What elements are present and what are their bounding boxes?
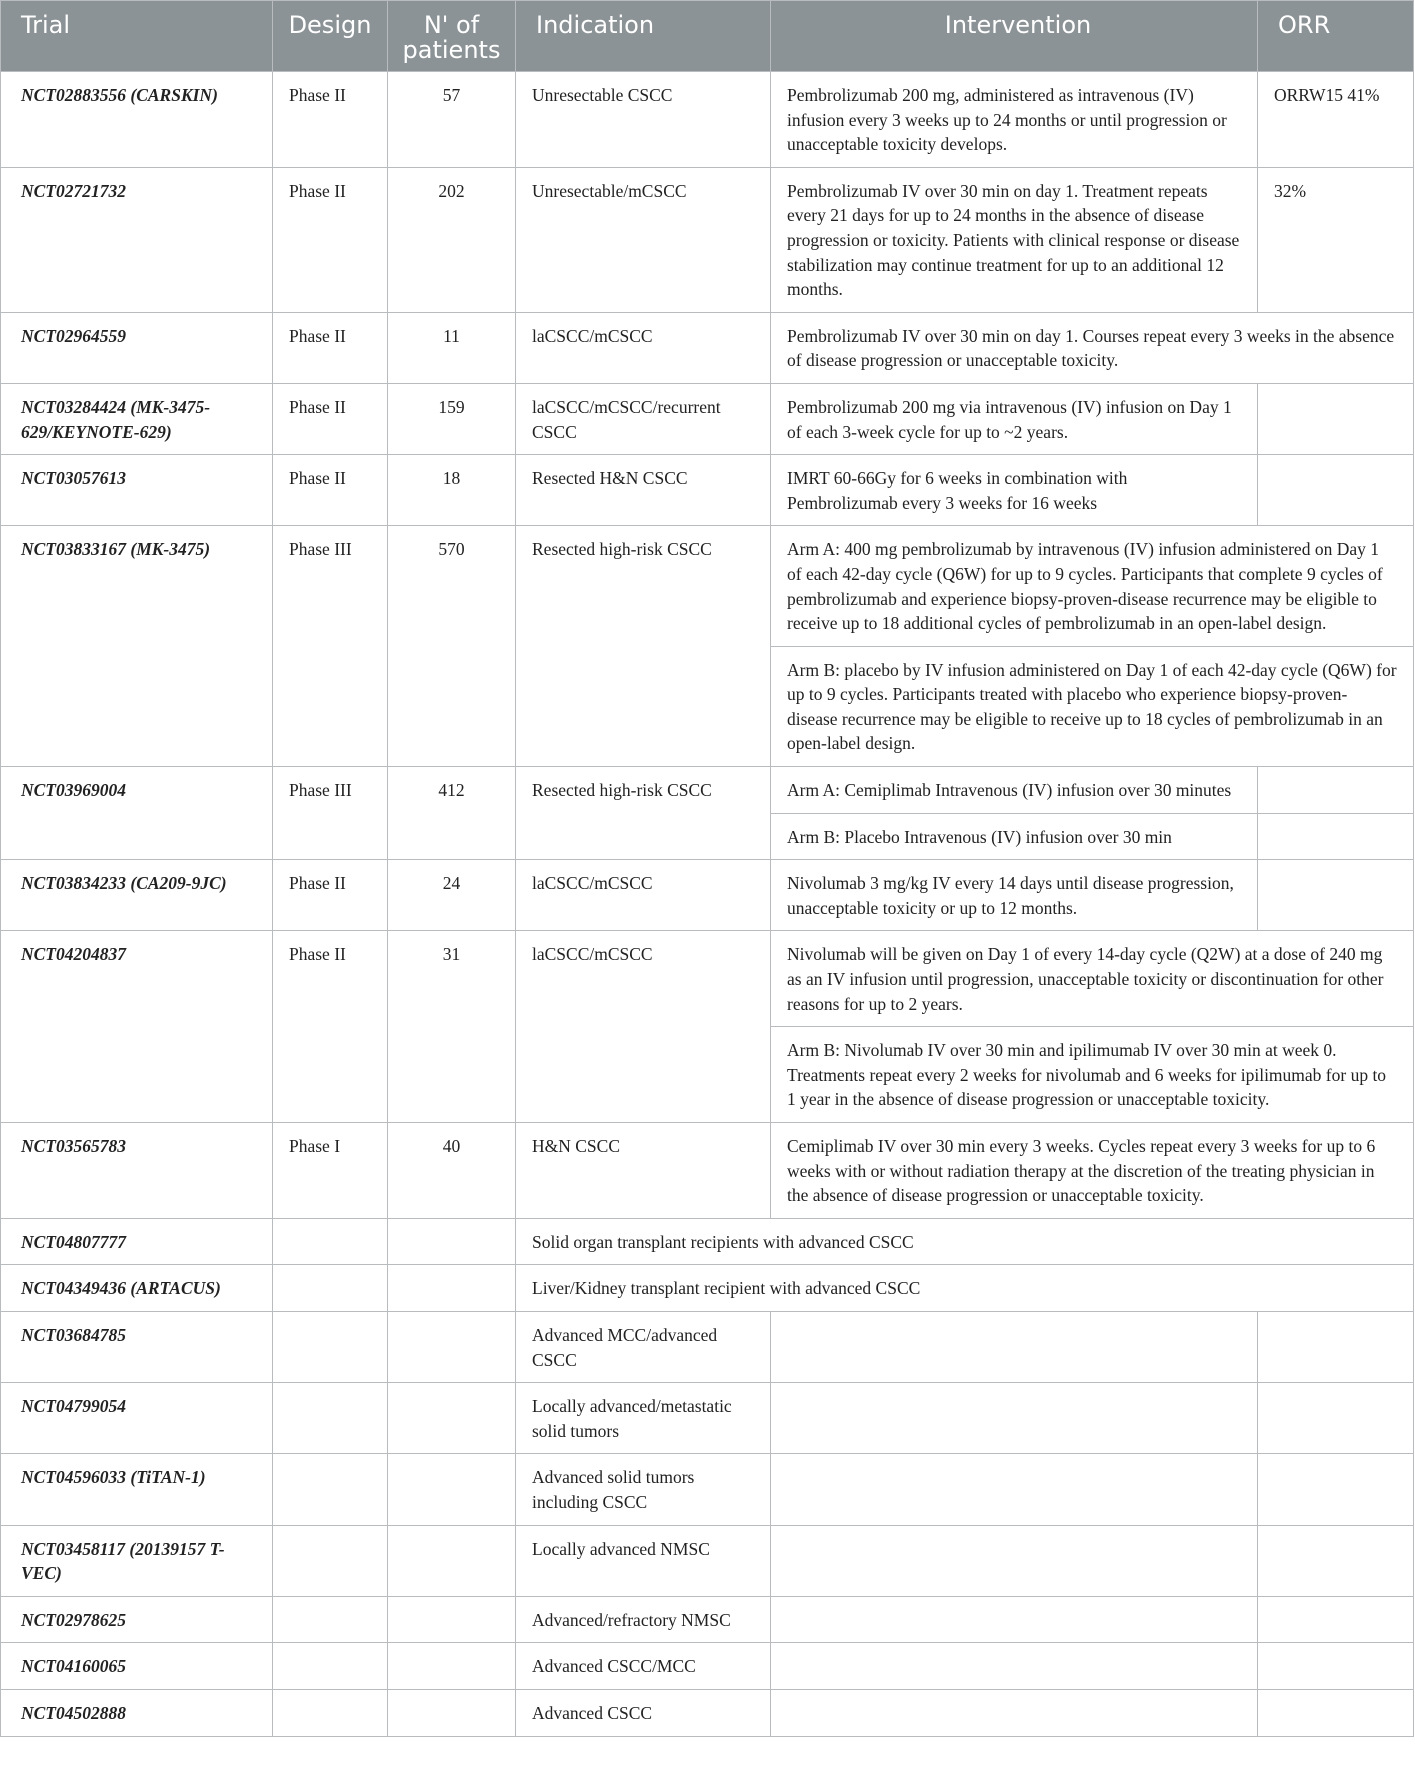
patients-cell	[388, 1311, 516, 1382]
patients-cell	[388, 1525, 516, 1596]
trial-cell: NCT04160065	[1, 1643, 273, 1690]
intervention-cell: Arm B: placebo by IV infusion administered on Day 1 of each 42-day cycle (Q6W) for up to 9 cycles. Participants treated with placebo who experience biopsy-proven-disease recurrence may be eligible to receive up to 18 cycles of pembrolizumab in an open-label design.	[771, 646, 1414, 766]
trial-cell: NCT04349436 (ARTACUS)	[1, 1265, 273, 1312]
indication-cell: laCSCC/mCSCC	[516, 931, 771, 1123]
indication-cell: laCSCC/mCSCC/recurrent CSCC	[516, 383, 771, 454]
orr-cell	[1258, 860, 1414, 931]
indication-cell: Resected H&N CSCC	[516, 455, 771, 526]
table-row	[1, 1123, 1414, 1219]
design-cell: Phase II	[273, 72, 388, 168]
intervention-cell	[771, 1454, 1258, 1525]
orr-cell	[1258, 1525, 1414, 1596]
design-cell	[273, 1643, 388, 1690]
table-row	[1, 526, 1414, 646]
trial-cell: NCT02721732	[1, 167, 273, 312]
header-trial: Trial	[1, 1, 273, 72]
design-cell	[273, 1383, 388, 1454]
indication-cell: Resected high-risk CSCC	[516, 767, 771, 860]
table-row	[1, 931, 1414, 1027]
indication-cell: Solid organ transplant recipients with advanced CSCC	[516, 1218, 1414, 1265]
patients-cell: 57	[388, 72, 516, 168]
trial-cell: NCT03458117 (20139157 T-VEC)	[1, 1525, 273, 1596]
orr-cell	[1258, 1643, 1414, 1690]
table-row	[1, 1596, 1414, 1643]
orr-cell	[1258, 1311, 1414, 1382]
design-cell: Phase II	[273, 167, 388, 312]
patients-cell: 11	[388, 312, 516, 383]
table-row	[1, 1525, 1414, 1596]
indication-cell: Advanced CSCC/MCC	[516, 1643, 771, 1690]
orr-cell: 32%	[1258, 167, 1414, 312]
table-row	[1, 1311, 1414, 1382]
orr-cell	[1258, 455, 1414, 526]
patients-cell: 159	[388, 383, 516, 454]
trial-cell: NCT03057613	[1, 455, 273, 526]
indication-cell: Advanced CSCC	[516, 1689, 771, 1736]
design-cell	[273, 1454, 388, 1525]
table-row	[1, 312, 1414, 383]
table-row	[1, 1265, 1414, 1312]
intervention-cell: Nivolumab will be given on Day 1 of every 14-day cycle (Q2W) at a dose of 240 mg as an IV infusion until progression, unacceptable toxicity or discontinuation for other reasons for up to 2 years.	[771, 931, 1414, 1027]
header-patients: N' of patients	[388, 1, 516, 72]
intervention-cell: Cemiplimab IV over 30 min every 3 weeks. Cycles repeat every 3 weeks for up to 6 weeks with or without radiation therapy at the discretion of the treating physician in the absence of disease progression or unacceptable toxicity.	[771, 1123, 1414, 1219]
indication-cell: laCSCC/mCSCC	[516, 312, 771, 383]
intervention-cell: Nivolumab 3 mg/kg IV every 14 days until disease progression, unacceptable toxicity or up to 12 months.	[771, 860, 1258, 931]
intervention-cell: Pembrolizumab IV over 30 min on day 1. Courses repeat every 3 weeks in the absence of disease progression or unacceptable toxicity.	[771, 312, 1414, 383]
trial-cell: NCT02978625	[1, 1596, 273, 1643]
intervention-cell: Pembrolizumab 200 mg via intravenous (IV) infusion on Day 1 of each 3-week cycle for up to ~2 years.	[771, 383, 1258, 454]
table-row	[1, 455, 1414, 526]
design-cell: Phase III	[273, 767, 388, 860]
design-cell: Phase II	[273, 383, 388, 454]
patients-cell	[388, 1454, 516, 1525]
intervention-cell	[771, 1643, 1258, 1690]
table-row	[1, 1643, 1414, 1690]
patients-cell: 31	[388, 931, 516, 1123]
orr-cell	[1258, 767, 1414, 814]
indication-cell: Unresectable CSCC	[516, 72, 771, 168]
table-row	[1, 767, 1414, 814]
intervention-cell: Arm A: Cemiplimab Intravenous (IV) infusion over 30 minutes	[771, 767, 1258, 814]
design-cell	[273, 1689, 388, 1736]
header-intervention: Intervention	[771, 1, 1258, 72]
intervention-cell: Pembrolizumab 200 mg, administered as intravenous (IV) infusion every 3 weeks up to 24 months or until progression or unacceptable toxicity develops.	[771, 72, 1258, 168]
intervention-cell: Pembrolizumab IV over 30 min on day 1. Treatment repeats every 21 days for up to 24 months in the absence of disease progression or toxicity. Patients with clinical response or disease stabilization may continue treatment for up to an additional 12 months.	[771, 167, 1258, 312]
indication-cell: Locally advanced NMSC	[516, 1525, 771, 1596]
table-row	[1, 167, 1414, 312]
design-cell: Phase II	[273, 931, 388, 1123]
intervention-cell	[771, 1596, 1258, 1643]
intervention-cell	[771, 1525, 1258, 1596]
patients-cell: 18	[388, 455, 516, 526]
intervention-cell: Arm B: Nivolumab IV over 30 min and ipilimumab IV over 30 min at week 0. Treatments repeat every 2 weeks for nivolumab and 6 weeks for ipilimumab for up to 1 year in the absence of disease progression or unacceptable toxicity.	[771, 1027, 1414, 1123]
table-row	[1, 1454, 1414, 1525]
patients-cell: 24	[388, 860, 516, 931]
orr-cell	[1258, 813, 1414, 860]
intervention-cell: IMRT 60-66Gy for 6 weeks in combination with Pembrolizumab every 3 weeks for 16 weeks	[771, 455, 1258, 526]
intervention-cell: Arm B: Placebo Intravenous (IV) infusion over 30 min	[771, 813, 1258, 860]
intervention-cell	[771, 1311, 1258, 1382]
indication-cell: laCSCC/mCSCC	[516, 860, 771, 931]
trial-cell: NCT02883556 (CARSKIN)	[1, 72, 273, 168]
trial-cell: NCT03284424 (MK-3475-629/KEYNOTE-629)	[1, 383, 273, 454]
design-cell: Phase II	[273, 860, 388, 931]
table-row	[1, 72, 1414, 168]
trial-cell: NCT02964559	[1, 312, 273, 383]
patients-cell	[388, 1218, 516, 1265]
table-row	[1, 860, 1414, 931]
header-design: Design	[273, 1, 388, 72]
intervention-cell	[771, 1383, 1258, 1454]
design-cell: Phase II	[273, 455, 388, 526]
design-cell: Phase I	[273, 1123, 388, 1219]
indication-cell: Advanced/refractory NMSC	[516, 1596, 771, 1643]
table-row	[1, 1383, 1414, 1454]
orr-cell	[1258, 1689, 1414, 1736]
indication-cell: Liver/Kidney transplant recipient with advanced CSCC	[516, 1265, 1414, 1312]
patients-cell	[388, 1265, 516, 1312]
design-cell	[273, 1218, 388, 1265]
trial-cell: NCT03684785	[1, 1311, 273, 1382]
patients-cell: 412	[388, 767, 516, 860]
indication-cell: Resected high-risk CSCC	[516, 526, 771, 767]
trial-cell: NCT04807777	[1, 1218, 273, 1265]
indication-cell: Locally advanced/metastatic solid tumors	[516, 1383, 771, 1454]
trial-cell: NCT04596033 (TiTAN-1)	[1, 1454, 273, 1525]
table-row	[1, 383, 1414, 454]
table-row	[1, 1218, 1414, 1265]
design-cell	[273, 1265, 388, 1312]
patients-cell: 202	[388, 167, 516, 312]
trial-cell: NCT03565783	[1, 1123, 273, 1219]
indication-cell: Unresectable/mCSCC	[516, 167, 771, 312]
patients-cell: 40	[388, 1123, 516, 1219]
header-orr: ORR	[1258, 1, 1414, 72]
header-indication: Indication	[516, 1, 771, 72]
patients-cell	[388, 1596, 516, 1643]
design-cell: Phase III	[273, 526, 388, 767]
design-cell	[273, 1311, 388, 1382]
patients-cell	[388, 1689, 516, 1736]
patients-cell	[388, 1643, 516, 1690]
trial-cell: NCT04502888	[1, 1689, 273, 1736]
trial-cell: NCT04204837	[1, 931, 273, 1123]
intervention-cell: Arm A: 400 mg pembrolizumab by intravenous (IV) infusion administered on Day 1 of each 42-day cycle (Q6W) for up to 9 cycles. Participants that complete 9 cycles of pembrolizumab and experience biopsy-proven-disease recurrence may be eligible to receive up to 18 additional cycles of pembrolizumab in an open-label design.	[771, 526, 1414, 646]
indication-cell: Advanced solid tumors including CSCC	[516, 1454, 771, 1525]
orr-cell: ORRW15 41%	[1258, 72, 1414, 168]
orr-cell	[1258, 1454, 1414, 1525]
header-row	[1, 1, 1414, 72]
orr-cell	[1258, 383, 1414, 454]
orr-cell	[1258, 1383, 1414, 1454]
orr-cell	[1258, 1596, 1414, 1643]
design-cell	[273, 1525, 388, 1596]
patients-cell	[388, 1383, 516, 1454]
table-row	[1, 1689, 1414, 1736]
table-body	[1, 72, 1414, 1737]
design-cell	[273, 1596, 388, 1643]
intervention-cell	[771, 1689, 1258, 1736]
table-header	[1, 1, 1414, 72]
design-cell: Phase II	[273, 312, 388, 383]
patients-cell: 570	[388, 526, 516, 767]
trial-cell: NCT04799054	[1, 1383, 273, 1454]
trial-cell: NCT03969004	[1, 767, 273, 860]
indication-cell: Advanced MCC/advanced CSCC	[516, 1311, 771, 1382]
trial-cell: NCT03834233 (CA209-9JC)	[1, 860, 273, 931]
trial-cell: NCT03833167 (MK-3475)	[1, 526, 273, 767]
indication-cell: H&N CSCC	[516, 1123, 771, 1219]
